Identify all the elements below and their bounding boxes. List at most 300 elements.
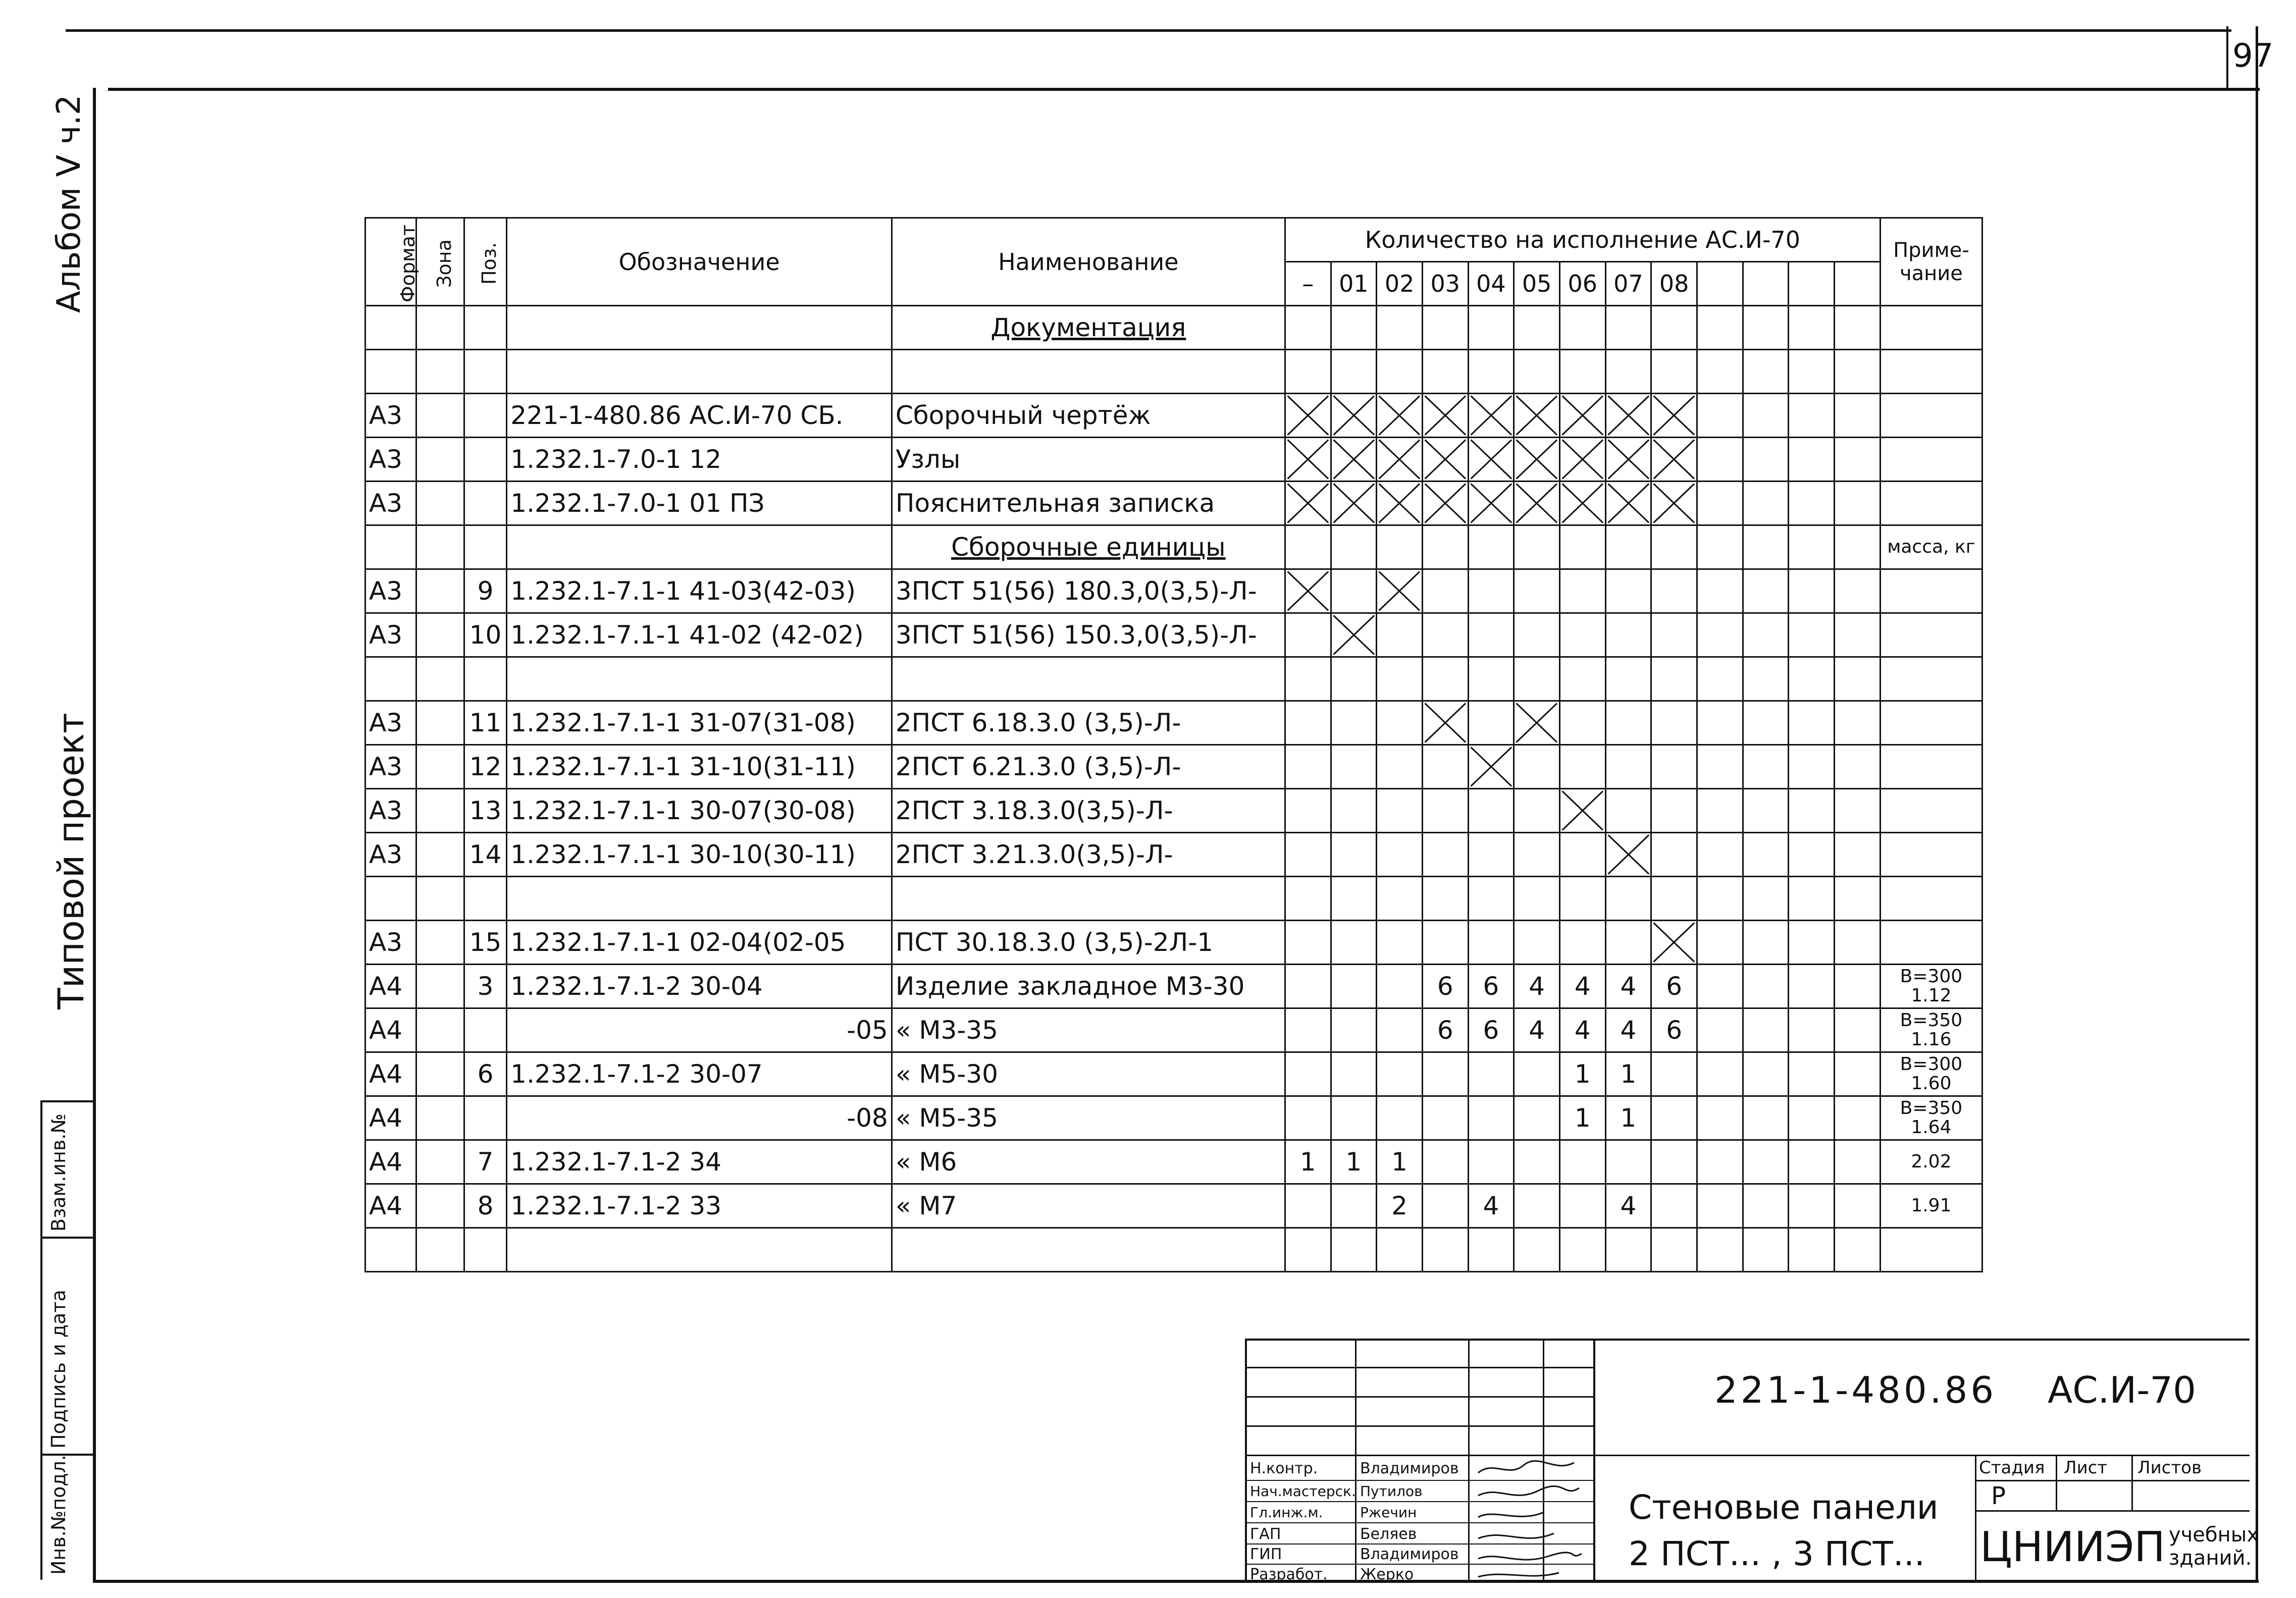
- cell-quantity: [1468, 1096, 1514, 1140]
- cell-quantity: [1468, 525, 1514, 569]
- cell-quantity: [1651, 1228, 1697, 1272]
- cell-note: В=350 1.16: [1880, 1008, 1982, 1052]
- cell-quantity: [1377, 789, 1423, 833]
- cell-quantity: [1285, 438, 1331, 482]
- cell-empty: [1743, 701, 1789, 745]
- cell-zone: [416, 877, 464, 921]
- cell-empty: [1789, 657, 1835, 701]
- cross-mark: [1377, 570, 1422, 612]
- cell-quantity: [1559, 921, 1605, 965]
- cell-empty: [1834, 1228, 1880, 1272]
- section-heading: Документация: [892, 306, 1285, 350]
- stamp-sheet-label: Лист: [2064, 1458, 2108, 1478]
- cell-quantity: [1377, 1096, 1423, 1140]
- cell-empty: [1789, 965, 1835, 1008]
- cell-quantity: [1377, 525, 1423, 569]
- cross-mark: [1332, 614, 1376, 656]
- cell-quantity: [1331, 438, 1377, 482]
- cell-quantity: [1331, 1096, 1377, 1140]
- table-row: [366, 745, 1982, 789]
- cell-format: [366, 877, 416, 921]
- cell-quantity: [1331, 745, 1377, 789]
- cell-quantity: [1559, 657, 1605, 701]
- cell-quantity: [1422, 1096, 1468, 1140]
- cell-quantity: [1377, 438, 1423, 482]
- stamp-role-2: Нач.мастерск.: [1250, 1483, 1356, 1500]
- cell-empty: [1789, 482, 1835, 525]
- quantity-value: 4: [1483, 1191, 1499, 1220]
- cell-note: [1880, 921, 1982, 965]
- cell-empty: [1743, 1008, 1789, 1052]
- cell-format: А3: [366, 745, 416, 789]
- cell-quantity: [1331, 1008, 1377, 1052]
- cell-note: [1880, 482, 1982, 525]
- cell-quantity: [1605, 1008, 1651, 1052]
- cell-quantity: [1559, 1096, 1605, 1140]
- cell-quantity: [1605, 1184, 1651, 1228]
- table-row: [366, 306, 1982, 350]
- cell-quantity: [1377, 1052, 1423, 1096]
- cell-quantity: [1468, 965, 1514, 1008]
- cell-empty: [1834, 1140, 1880, 1184]
- cross-mark: [1652, 921, 1696, 964]
- cell-quantity: [1514, 482, 1560, 525]
- cell-quantity: [1331, 965, 1377, 1008]
- cell-quantity: [1377, 701, 1423, 745]
- cell-designation: [507, 657, 892, 701]
- cell-designation: 1.232.1-7.1-2 30-07: [507, 1052, 892, 1096]
- cell-quantity: [1651, 701, 1697, 745]
- cell-pos: 3: [464, 965, 507, 1008]
- cell-designation: 221-1-480.86 АС.И-70 СБ.: [507, 394, 892, 438]
- cell-quantity: [1651, 1140, 1697, 1184]
- cell-empty: [1789, 350, 1835, 394]
- cell-quantity: [1285, 525, 1331, 569]
- cell-empty: [1697, 1096, 1743, 1140]
- cell-empty: [1743, 438, 1789, 482]
- cell-quantity: [1559, 394, 1605, 438]
- header-variant-empty: [1789, 262, 1835, 306]
- cell-zone: [416, 1184, 464, 1228]
- cell-pos: 7: [464, 1140, 507, 1184]
- cell-empty: [1743, 965, 1789, 1008]
- cross-mark: [1423, 702, 1468, 744]
- cell-quantity: [1285, 877, 1331, 921]
- cell-format: А3: [366, 789, 416, 833]
- cell-designation: 1.232.1-7.1-1 41-03(42-03): [507, 569, 892, 613]
- cell-quantity: [1285, 1184, 1331, 1228]
- cross-mark: [1332, 438, 1376, 481]
- cell-quantity: [1331, 921, 1377, 965]
- cell-empty: [1834, 833, 1880, 877]
- cell-quantity: [1285, 1228, 1331, 1272]
- cell-empty: [1743, 833, 1789, 877]
- cell-designation: 1.232.1-7.1-1 41-02 (42-02): [507, 613, 892, 657]
- cell-quantity: [1331, 657, 1377, 701]
- header-variant-1: 01: [1331, 262, 1377, 306]
- header-variant-empty: [1834, 262, 1880, 306]
- cell-quantity: [1422, 789, 1468, 833]
- cell-quantity: [1514, 1140, 1560, 1184]
- cell-quantity: [1377, 921, 1423, 965]
- cell-quantity: [1651, 1184, 1697, 1228]
- cross-mark: [1652, 394, 1696, 437]
- cell-empty: [1789, 1184, 1835, 1228]
- cell-format: А4: [366, 965, 416, 1008]
- stamp-name-4: Беляев: [1360, 1525, 1417, 1543]
- cell-empty: [1834, 350, 1880, 394]
- cell-quantity: [1605, 921, 1651, 965]
- cell-empty: [1697, 921, 1743, 965]
- cross-mark: [1652, 438, 1696, 481]
- cell-zone: [416, 394, 464, 438]
- frame-top-outer-line: [66, 29, 2231, 32]
- cross-mark: [1515, 482, 1559, 524]
- cell-empty: [1697, 877, 1743, 921]
- cell-empty: [1789, 1228, 1835, 1272]
- cell-quantity: [1651, 833, 1697, 877]
- cell-pos: 13: [464, 789, 507, 833]
- header-pos: Поз.: [464, 218, 507, 306]
- table-row: [366, 1008, 1982, 1052]
- cell-quantity: [1468, 1228, 1514, 1272]
- cell-empty: [1743, 1228, 1789, 1272]
- cell-note: [1880, 745, 1982, 789]
- cell-designation: 1.232.1-7.1-1 31-10(31-11): [507, 745, 892, 789]
- cell-empty: [1834, 394, 1880, 438]
- stamp-name-5: Владимиров: [1360, 1546, 1459, 1563]
- cell-empty: [1743, 613, 1789, 657]
- cell-quantity: [1422, 482, 1468, 525]
- cell-name: [892, 350, 1285, 394]
- cell-format: А4: [366, 1008, 416, 1052]
- quantity-value: 6: [1437, 1016, 1453, 1045]
- header-format: Формат: [366, 218, 416, 306]
- cell-empty: [1697, 569, 1743, 613]
- table-row: [366, 789, 1982, 833]
- cell-pos: 11: [464, 701, 507, 745]
- cell-zone: [416, 965, 464, 1008]
- stamp-role-4: ГАП: [1250, 1525, 1281, 1543]
- cell-empty: [1743, 1096, 1789, 1140]
- page-number: 97: [2232, 37, 2274, 75]
- cell-quantity: [1651, 438, 1697, 482]
- cell-pos: [464, 877, 507, 921]
- quantity-value: 6: [1666, 972, 1683, 1001]
- cell-name: 2ПСТ 6.18.3.0 (3,5)-Л-: [892, 701, 1285, 745]
- cell-name: [892, 657, 1285, 701]
- cell-quantity: [1605, 1052, 1651, 1096]
- cell-quantity: [1377, 833, 1423, 877]
- cross-mark: [1606, 394, 1651, 437]
- cell-pos: [464, 306, 507, 350]
- cell-zone: [416, 833, 464, 877]
- cell-quantity: [1651, 1096, 1697, 1140]
- cell-format: А3: [366, 438, 416, 482]
- cell-name: « М7: [892, 1184, 1285, 1228]
- cell-zone: [416, 657, 464, 701]
- cell-quantity: [1285, 306, 1331, 350]
- cell-name: « М5-30: [892, 1052, 1285, 1096]
- cell-empty: [1697, 789, 1743, 833]
- page-number-box-line: [2226, 26, 2228, 89]
- quantity-value: 4: [1620, 1191, 1637, 1220]
- table-row: [366, 525, 1982, 569]
- cell-empty: [1789, 613, 1835, 657]
- cell-quantity: [1651, 789, 1697, 833]
- stamp-role-6: Разработ.: [1250, 1566, 1328, 1583]
- quantity-value: 6: [1666, 1016, 1683, 1045]
- cell-quantity: [1559, 745, 1605, 789]
- cell-quantity: [1514, 306, 1560, 350]
- cell-quantity: [1651, 306, 1697, 350]
- cross-mark: [1469, 482, 1514, 524]
- cell-note: [1880, 1228, 1982, 1272]
- cell-quantity: [1605, 569, 1651, 613]
- cell-quantity: [1331, 1052, 1377, 1096]
- cell-zone: [416, 438, 464, 482]
- cell-empty: [1834, 965, 1880, 1008]
- cell-empty: [1697, 482, 1743, 525]
- cell-quantity: [1605, 789, 1651, 833]
- cell-quantity: [1331, 1140, 1377, 1184]
- cell-note: масса, кг: [1880, 525, 1982, 569]
- header-quantity: Количество на исполнение АС.И-70: [1285, 218, 1880, 262]
- cell-name: Сборочный чертёж: [892, 394, 1285, 438]
- cell-quantity: [1559, 569, 1605, 613]
- cross-mark: [1515, 702, 1559, 744]
- cell-quantity: [1422, 350, 1468, 394]
- cell-empty: [1697, 306, 1743, 350]
- stamp-code: 221-1-480.86: [1714, 1369, 1997, 1411]
- cell-empty: [1789, 438, 1835, 482]
- cell-pos: 14: [464, 833, 507, 877]
- cell-quantity: [1422, 921, 1468, 965]
- cell-empty: [1743, 1052, 1789, 1096]
- cell-quantity: [1285, 1052, 1331, 1096]
- cell-quantity: [1331, 306, 1377, 350]
- cell-pos: [464, 482, 507, 525]
- cell-quantity: [1514, 833, 1560, 877]
- cell-note: 2.02: [1880, 1140, 1982, 1184]
- cell-quantity: [1331, 789, 1377, 833]
- cell-quantity: [1559, 1228, 1605, 1272]
- cell-empty: [1834, 613, 1880, 657]
- cell-empty: [1834, 877, 1880, 921]
- title-block: [1245, 1339, 2259, 1583]
- cell-quantity: [1559, 701, 1605, 745]
- cell-empty: [1697, 525, 1743, 569]
- cell-designation: 1.232.1-7.0-1 01 ПЗ: [507, 482, 892, 525]
- cell-empty: [1789, 394, 1835, 438]
- cell-quantity: [1651, 1008, 1697, 1052]
- cell-empty: [1697, 745, 1743, 789]
- cell-empty: [1743, 394, 1789, 438]
- stamp-title-line2: 2 ПСТ... , 3 ПСТ...: [1629, 1534, 1925, 1573]
- cell-pos: [464, 657, 507, 701]
- side-sign-date: Подпись и дата: [47, 1290, 70, 1449]
- cell-empty: [1743, 921, 1789, 965]
- cell-quantity: [1559, 438, 1605, 482]
- cell-empty: [1834, 1096, 1880, 1140]
- cell-quantity: [1285, 350, 1331, 394]
- cell-quantity: [1468, 438, 1514, 482]
- header-variant-7: 07: [1605, 262, 1651, 306]
- cell-name: Изделие закладное М3-30: [892, 965, 1285, 1008]
- cell-name: 3ПСТ 51(56) 150.3,0(3,5)-Л-: [892, 613, 1285, 657]
- cell-empty: [1789, 1052, 1835, 1096]
- cell-empty: [1697, 657, 1743, 701]
- cell-quantity: [1422, 1008, 1468, 1052]
- cross-mark: [1423, 438, 1468, 481]
- cell-note: [1880, 701, 1982, 745]
- table-row: [366, 1140, 1982, 1184]
- cell-quantity: [1651, 877, 1697, 921]
- cell-designation: [507, 1228, 892, 1272]
- cell-quantity: [1377, 394, 1423, 438]
- cell-name: 2ПСТ 3.18.3.0(3,5)-Л-: [892, 789, 1285, 833]
- cell-empty: [1697, 394, 1743, 438]
- cell-empty: [1834, 1184, 1880, 1228]
- cell-pos: 6: [464, 1052, 507, 1096]
- cell-name: « М5-35: [892, 1096, 1285, 1140]
- cell-note: [1880, 613, 1982, 657]
- cell-quantity: [1377, 482, 1423, 525]
- cell-quantity: [1422, 877, 1468, 921]
- cell-quantity: [1468, 482, 1514, 525]
- quantity-value: 1: [1299, 1147, 1316, 1177]
- cell-quantity: [1377, 657, 1423, 701]
- stamp-mark: АС.И-70: [2048, 1369, 2196, 1411]
- header-designation: Обозначение: [507, 218, 892, 306]
- cell-quantity: [1285, 1140, 1331, 1184]
- cell-quantity: [1605, 833, 1651, 877]
- cell-zone: [416, 569, 464, 613]
- side-box-line: [40, 1100, 93, 1102]
- cell-pos: [464, 438, 507, 482]
- cell-quantity: [1559, 1140, 1605, 1184]
- cell-quantity: [1377, 877, 1423, 921]
- cell-quantity: [1651, 482, 1697, 525]
- cell-empty: [1743, 657, 1789, 701]
- stamp-sheets-label: Листов: [2137, 1458, 2202, 1478]
- cell-quantity: [1514, 1052, 1560, 1096]
- table-row: [366, 833, 1982, 877]
- quantity-value: 4: [1529, 1016, 1545, 1045]
- cell-quantity: [1468, 1140, 1514, 1184]
- cell-zone: [416, 789, 464, 833]
- quantity-value: 6: [1483, 972, 1499, 1001]
- cell-quantity: [1468, 921, 1514, 965]
- cell-designation: -05: [507, 1008, 892, 1052]
- cell-name: 2ПСТ 3.21.3.0(3,5)-Л-: [892, 833, 1285, 877]
- cell-empty: [1697, 1184, 1743, 1228]
- cell-quantity: [1285, 657, 1331, 701]
- cell-pos: 15: [464, 921, 507, 965]
- cell-empty: [1834, 569, 1880, 613]
- cell-quantity: [1285, 394, 1331, 438]
- cell-quantity: [1559, 877, 1605, 921]
- cell-quantity: [1514, 394, 1560, 438]
- table-row: [366, 657, 1982, 701]
- cell-pos: 9: [464, 569, 507, 613]
- cell-empty: [1743, 306, 1789, 350]
- cell-zone: [416, 921, 464, 965]
- cell-quantity: [1559, 350, 1605, 394]
- cell-empty: [1834, 657, 1880, 701]
- cell-empty: [1834, 1008, 1880, 1052]
- cell-quantity: [1285, 745, 1331, 789]
- cell-quantity: [1285, 833, 1331, 877]
- cell-quantity: [1651, 525, 1697, 569]
- quantity-value: 1: [1620, 1103, 1637, 1133]
- cell-pos: [464, 525, 507, 569]
- header-variant-empty: [1743, 262, 1789, 306]
- cell-zone: [416, 1096, 464, 1140]
- cell-format: [366, 657, 416, 701]
- header-zone: Зона: [416, 218, 464, 306]
- header-variant-4: 04: [1468, 262, 1514, 306]
- table-row: [366, 1052, 1982, 1096]
- cell-quantity: [1514, 350, 1560, 394]
- header-variant-3: 03: [1422, 262, 1468, 306]
- cell-pos: 12: [464, 745, 507, 789]
- cell-quantity: [1422, 569, 1468, 613]
- cell-empty: [1697, 1052, 1743, 1096]
- table-row: [366, 350, 1982, 394]
- cell-quantity: [1331, 701, 1377, 745]
- quantity-value: 4: [1620, 972, 1637, 1001]
- cell-quantity: [1285, 569, 1331, 613]
- header-variant-0: –: [1285, 262, 1331, 306]
- cell-quantity: [1605, 657, 1651, 701]
- cross-mark: [1286, 394, 1330, 437]
- cell-empty: [1834, 438, 1880, 482]
- table-row: [366, 1184, 1982, 1228]
- cell-quantity: [1559, 1052, 1605, 1096]
- table-row: [366, 482, 1982, 525]
- cell-quantity: [1468, 613, 1514, 657]
- cell-quantity: [1605, 1228, 1651, 1272]
- cell-quantity: [1514, 877, 1560, 921]
- table-row: [366, 965, 1982, 1008]
- cell-quantity: [1514, 1008, 1560, 1052]
- cell-quantity: [1605, 701, 1651, 745]
- cell-format: А3: [366, 921, 416, 965]
- cell-quantity: [1285, 965, 1331, 1008]
- cell-empty: [1743, 1140, 1789, 1184]
- quantity-value: 4: [1574, 1016, 1591, 1045]
- cross-mark: [1377, 482, 1422, 524]
- cross-mark: [1377, 438, 1422, 481]
- cell-note: [1880, 657, 1982, 701]
- cell-quantity: [1514, 965, 1560, 1008]
- quantity-value: 4: [1620, 1016, 1637, 1045]
- cell-quantity: [1285, 1008, 1331, 1052]
- cell-pos: [464, 1096, 507, 1140]
- cell-empty: [1789, 1140, 1835, 1184]
- stamp-role-3: Гл.инж.м.: [1250, 1504, 1323, 1521]
- cell-format: А3: [366, 394, 416, 438]
- cell-quantity: [1331, 569, 1377, 613]
- cell-empty: [1697, 965, 1743, 1008]
- specification-body: [366, 306, 1982, 1272]
- cell-format: А4: [366, 1096, 416, 1140]
- cell-quantity: [1651, 1052, 1697, 1096]
- section-heading: Сборочные единицы: [892, 525, 1285, 569]
- cell-empty: [1789, 306, 1835, 350]
- cell-empty: [1834, 482, 1880, 525]
